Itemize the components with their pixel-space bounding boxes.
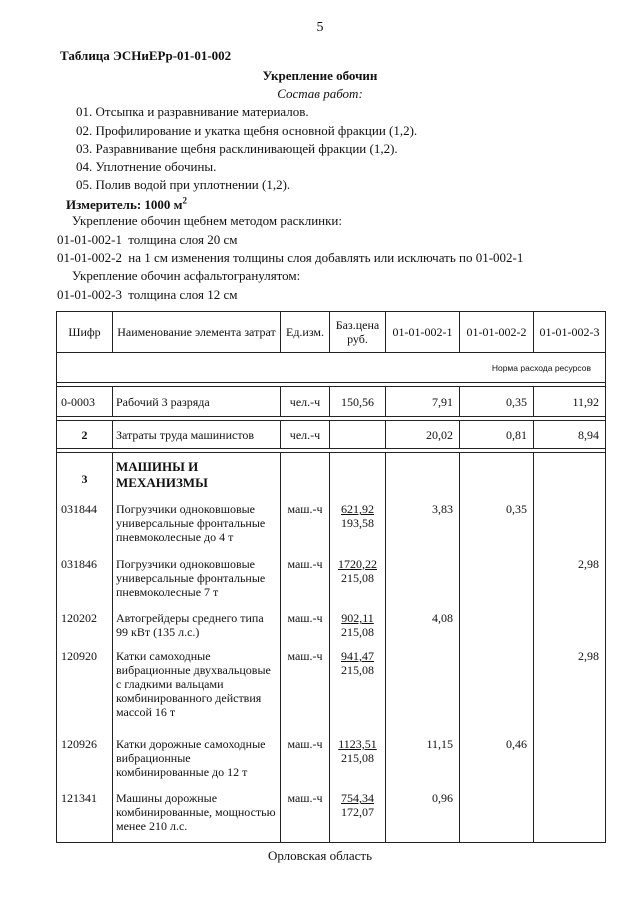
header-unit: Ед.изм. bbox=[281, 312, 330, 353]
table-row: 121341 Машины дорожные комбинированные, мощностью менее 210 л.с. маш.-ч 754,34 172,07 0,96 bbox=[57, 787, 606, 842]
header-col-1: 01-01-002-1 bbox=[386, 312, 460, 353]
header-col-2: 01-01-002-2 bbox=[460, 312, 534, 353]
works-heading: Состав работ: bbox=[277, 86, 363, 101]
table-row: 2 Затраты труда машинистов чел.-ч 20,02 0,81 8,94 bbox=[57, 421, 606, 449]
paragraph-gravel: Укрепление обочин щебнем методом расклинки: bbox=[72, 213, 342, 228]
code-line: 01-01-002-2 на 1 см изменения толщины слоя добавлять или исключать по 01-002-1 bbox=[57, 250, 524, 265]
section-title: Укрепление обочин bbox=[262, 68, 378, 83]
header-code: Шифр bbox=[57, 312, 113, 353]
header-col-3: 01-01-002-3 bbox=[534, 312, 606, 353]
table-row: 0-0003 Рабочий 3 разряда чел.-ч 150,56 7,91 0,35 11,92 bbox=[57, 386, 606, 417]
table-title: Таблица ЭСНиЕРр-01-01-002 bbox=[60, 48, 232, 63]
table-row: 120920 Катки самоходные вибрационные двухвальцовые с гладкими вальцами комбинированного действия массой 16 т маш.-ч 941,47 215,08 2,98 bbox=[57, 645, 606, 733]
paragraph-asphalt: Укрепление обочин асфальтогранулятом: bbox=[72, 268, 301, 283]
work-item: 04. Уплотнение обочины. bbox=[76, 159, 217, 174]
resource-table bbox=[56, 311, 606, 843]
work-item: 05. Полив водой при уплотнении (1,2). bbox=[76, 177, 291, 192]
header-name: Наименование элемента затрат bbox=[113, 312, 281, 353]
work-item: 02. Профилирование и укатка щебня основной фракции (1,2). bbox=[76, 123, 418, 138]
norm-row bbox=[57, 353, 606, 383]
table-row: 120202 Автогрейдеры среднего типа 99 кВт (135 л.с.) маш.-ч 902,11 215,08 4,08 bbox=[57, 607, 606, 645]
page-number: 5 bbox=[316, 20, 324, 35]
footer-region: Орловская область bbox=[267, 848, 373, 863]
table-row: 3 МАШИНЫ И МЕХАНИЗМЫ bbox=[57, 453, 606, 499]
norm-label: Норма расхода ресурсов bbox=[57, 353, 606, 383]
work-item: 01. Отсыпка и разравнивание материалов. bbox=[76, 104, 309, 119]
table-header-row bbox=[57, 312, 606, 353]
table-row: 031846 Погрузчики одноковшовые универсальные фронтальные пневмоколесные 7 т маш.-ч 1720,22 215,08 2,98 bbox=[57, 553, 606, 608]
measure-unit: Измеритель: 1000 $м^2$ bbox=[66, 195, 188, 212]
work-item: 03. Разравнивание щебня расклинивающей фракции (1,2). bbox=[76, 141, 398, 156]
table-row: 031844 Погрузчики одноковшовые универсальные фронтальные пневмоколесные до 4 т маш.-ч 621,92 193,58 3,83 0,35 bbox=[57, 498, 606, 553]
header-price: Баз.цена руб. bbox=[330, 312, 386, 353]
table-row: 120926 Катки дорожные самоходные вибрационные комбинированные до 12 т маш.-ч 1123,51 215,08 11,15 0,46 bbox=[57, 733, 606, 788]
code-line: 01-01-002-1 толщина слоя 20 см bbox=[57, 232, 238, 247]
code-line: 01-01-002-3 толщина слоя 12 см bbox=[57, 287, 238, 302]
